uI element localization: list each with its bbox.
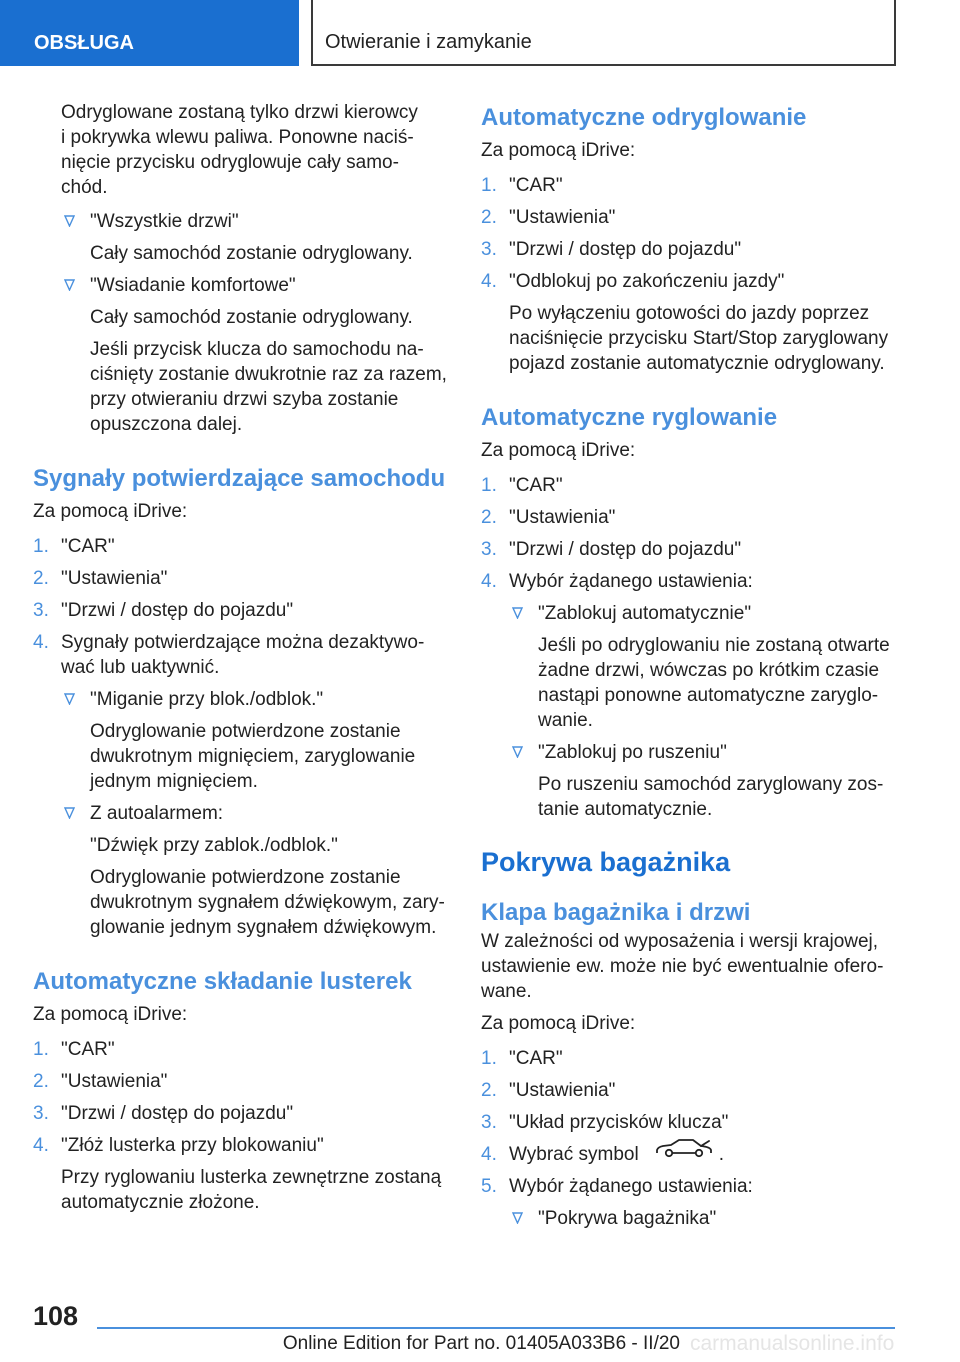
- text-line: pojazd zostanie automatycznie odryglowany.: [509, 353, 885, 374]
- option-desc: Cały samochód zostanie odryglowany.: [90, 307, 413, 328]
- text-line: nięcie przycisku odryglowuje cały samo-: [61, 152, 399, 173]
- text-line: żadne drzwi, wówczas po krótkim czasie: [538, 660, 880, 681]
- edition-text: Online Edition for Part no. 01405A033B6 - II/20: [282, 1333, 680, 1354]
- text-line: ciśnięty zostanie dwukrotnie raz za razem,: [90, 364, 447, 385]
- option-title: "Zablokuj po ruszeniu": [538, 742, 727, 763]
- triangle-bullet-icon: [64, 215, 75, 227]
- step-note: [509, 301, 901, 376]
- step-item: 2. "Ustawienia": [481, 1080, 616, 1101]
- step-item: 3. "Drzwi / dostęp do pojazdu": [481, 239, 742, 260]
- step-item: 3. "Drzwi / dostęp do pojazdu": [33, 600, 294, 621]
- text-line: wać lub uaktywnić.: [61, 657, 220, 678]
- step-item: 3. "Układ przycisków klucza": [481, 1112, 729, 1133]
- step-item: 3. "Drzwi / dostęp do pojazdu": [481, 539, 742, 560]
- heading-auto-lock: Automatyczne ryglowanie: [481, 404, 778, 431]
- text-line: nastąpi ponowne automatyczne zaryglo-: [538, 685, 879, 706]
- option-note: [90, 337, 453, 437]
- step-item: 4. Wybór żądanego ustawienia:: [481, 571, 753, 592]
- page-number: 108: [33, 1301, 79, 1331]
- triangle-bullet-icon: [512, 607, 523, 619]
- option-lock-after-drive: [481, 740, 901, 822]
- chapter-title: Otwieranie i zamykanie: [311, 0, 896, 66]
- option-blink: [33, 687, 453, 794]
- text-line: Jeśli po odryglowaniu nie zostaną otwarte: [538, 635, 890, 656]
- step-item: 3. "Drzwi / dostęp do pojazdu": [33, 1103, 294, 1124]
- heading-trunk-lid: Pokrywa bagażnika: [481, 847, 731, 877]
- idrive-intro: Za pomocą iDrive:: [481, 140, 636, 161]
- triangle-bullet-icon: [512, 1212, 523, 1224]
- page-header: [0, 0, 960, 66]
- option-auto-lock: [481, 601, 901, 733]
- text-line: wanie.: [538, 710, 593, 731]
- idrive-intro: Za pomocą iDrive:: [33, 1004, 188, 1025]
- option-desc: [90, 865, 453, 940]
- option-desc: [90, 719, 453, 794]
- text-line: glowanie jednym sygnałem dźwiękowym.: [90, 917, 437, 938]
- step-item: 4. "Odblokuj po zakończeniu jazdy" Po wyłączeniu gotowości do jazdy poprzez naciśnięcie przycisku Start/Stop zaryglowany pojazd zostanie automatycznie odryglowany.: [481, 269, 901, 376]
- left-column: [33, 100, 453, 1222]
- text-line: automatycznie złożone.: [61, 1192, 260, 1213]
- watermark: carmanualsonline.info: [690, 1332, 895, 1355]
- option-title: "Pokrywa bagażnika": [538, 1208, 717, 1229]
- text-line: Przy ryglowaniu lusterka zewnętrzne zostaną: [61, 1167, 442, 1188]
- heading-mirror-folding: Automatyczne składanie lusterek: [33, 968, 412, 995]
- step-item: 1. "CAR": [481, 175, 563, 196]
- heading-auto-unlock: Automatyczne odryglowanie: [481, 104, 807, 131]
- step-item: 2. "Ustawienia": [481, 507, 616, 528]
- text-line: Odryglowane zostaną tylko drzwi kierowcy: [61, 102, 418, 123]
- intro-paragraph: [33, 100, 453, 200]
- option-title: Z autoalarmem:: [90, 803, 224, 824]
- idrive-intro: Za pomocą iDrive:: [481, 440, 636, 461]
- text-line: W zależności od wyposażenia i wersji krajowej,: [481, 931, 879, 952]
- step-item: 5. Wybór żądanego ustawienia:: [481, 1176, 753, 1197]
- step-item: 4. Sygnały potwierdzające można dezaktywo- wać lub uaktywnić.: [33, 630, 453, 680]
- heading-trunk-and-doors: Klapa bagażnika i drzwi: [481, 899, 751, 926]
- text-line: Po wyłączeniu gotowości do jazdy poprzez: [509, 303, 870, 324]
- text-line: Jeśli przycisk klucza do samochodu na-: [90, 339, 424, 360]
- step-item: 2. "Ustawienia": [33, 1071, 168, 1092]
- step-item: 2. "Ustawienia": [33, 568, 168, 589]
- footer-divider: [97, 1327, 895, 1329]
- idrive-intro: Za pomocą iDrive:: [481, 1013, 636, 1034]
- option-desc: Cały samochód zostanie odryglowany.: [90, 243, 413, 264]
- option-all-doors: [33, 209, 453, 266]
- text-line: i pokrywka wlewu paliwa. Ponowne naciś-: [61, 127, 414, 148]
- step-item: 1. "CAR": [33, 536, 115, 557]
- text-line: przy otwieraniu drzwi szyba zostanie: [90, 389, 399, 410]
- step-item: 1. "CAR": [33, 1039, 115, 1060]
- text-line: ustawienie ew. może nie być ewentualnie ofero-: [481, 956, 884, 977]
- option-desc: [538, 772, 901, 822]
- text-line: Odryglowanie potwierdzone zostanie: [90, 867, 401, 888]
- triangle-bullet-icon: [64, 279, 75, 291]
- step-item: 2. "Ustawienia": [481, 207, 616, 228]
- heading-confirmation-signals: Sygnały potwierdzające samochodu: [33, 465, 446, 492]
- option-alarm: [33, 801, 453, 940]
- step-note: [61, 1165, 453, 1215]
- option-comfort-entry: [33, 273, 453, 437]
- step-item: 4. Wybrać symbol .: [481, 1142, 901, 1167]
- step-item: 1. "CAR": [481, 1048, 563, 1069]
- step-item: 1. "CAR": [481, 475, 563, 496]
- option-title: "Wsiadanie komfortowe": [90, 275, 296, 296]
- option-subtitle: "Dźwięk przy zablok./odblok.": [90, 835, 338, 856]
- availability-note: [481, 929, 901, 1004]
- step-item: 4. "Złóż lusterka przy blokowaniu" Przy ryglowaniu lusterka zewnętrzne zostaną automatycznie złożone.: [33, 1133, 453, 1215]
- right-column: [481, 100, 901, 1238]
- idrive-intro: Za pomocą iDrive:: [33, 501, 188, 522]
- text-line: Po ruszeniu samochód zaryglowany zos-: [538, 774, 884, 795]
- text-line: opuszczona dalej.: [90, 414, 243, 435]
- option-desc: [538, 633, 901, 733]
- option-trunk-lid: [481, 1206, 901, 1231]
- section-tab: OBSŁUGA: [0, 0, 299, 66]
- text-line: chód.: [61, 177, 108, 198]
- text-line: wane.: [481, 981, 532, 1002]
- text-line: tanie automatycznie.: [538, 799, 713, 820]
- triangle-bullet-icon: [512, 746, 523, 758]
- triangle-bullet-icon: [64, 807, 75, 819]
- text-line: naciśnięcie przycisku Start/Stop zaryglowany: [509, 328, 889, 349]
- car-trunk-icon: [655, 1137, 713, 1166]
- text-line: Sygnały potwierdzające można dezaktywo-: [61, 632, 425, 653]
- option-title: "Miganie przy blok./odblok.": [90, 689, 324, 710]
- text-line: dwukrotnym mignięciem, zaryglowanie: [90, 746, 416, 767]
- text-line: jednym mignięciem.: [90, 771, 258, 792]
- option-title: "Zablokuj automatycznie": [538, 603, 752, 624]
- option-title: "Wszystkie drzwi": [90, 211, 239, 232]
- text-line: Odryglowanie potwierdzone zostanie: [90, 721, 401, 742]
- text-line: dwukrotnym sygnałem dźwiękowym, zary-: [90, 892, 445, 913]
- triangle-bullet-icon: [64, 693, 75, 705]
